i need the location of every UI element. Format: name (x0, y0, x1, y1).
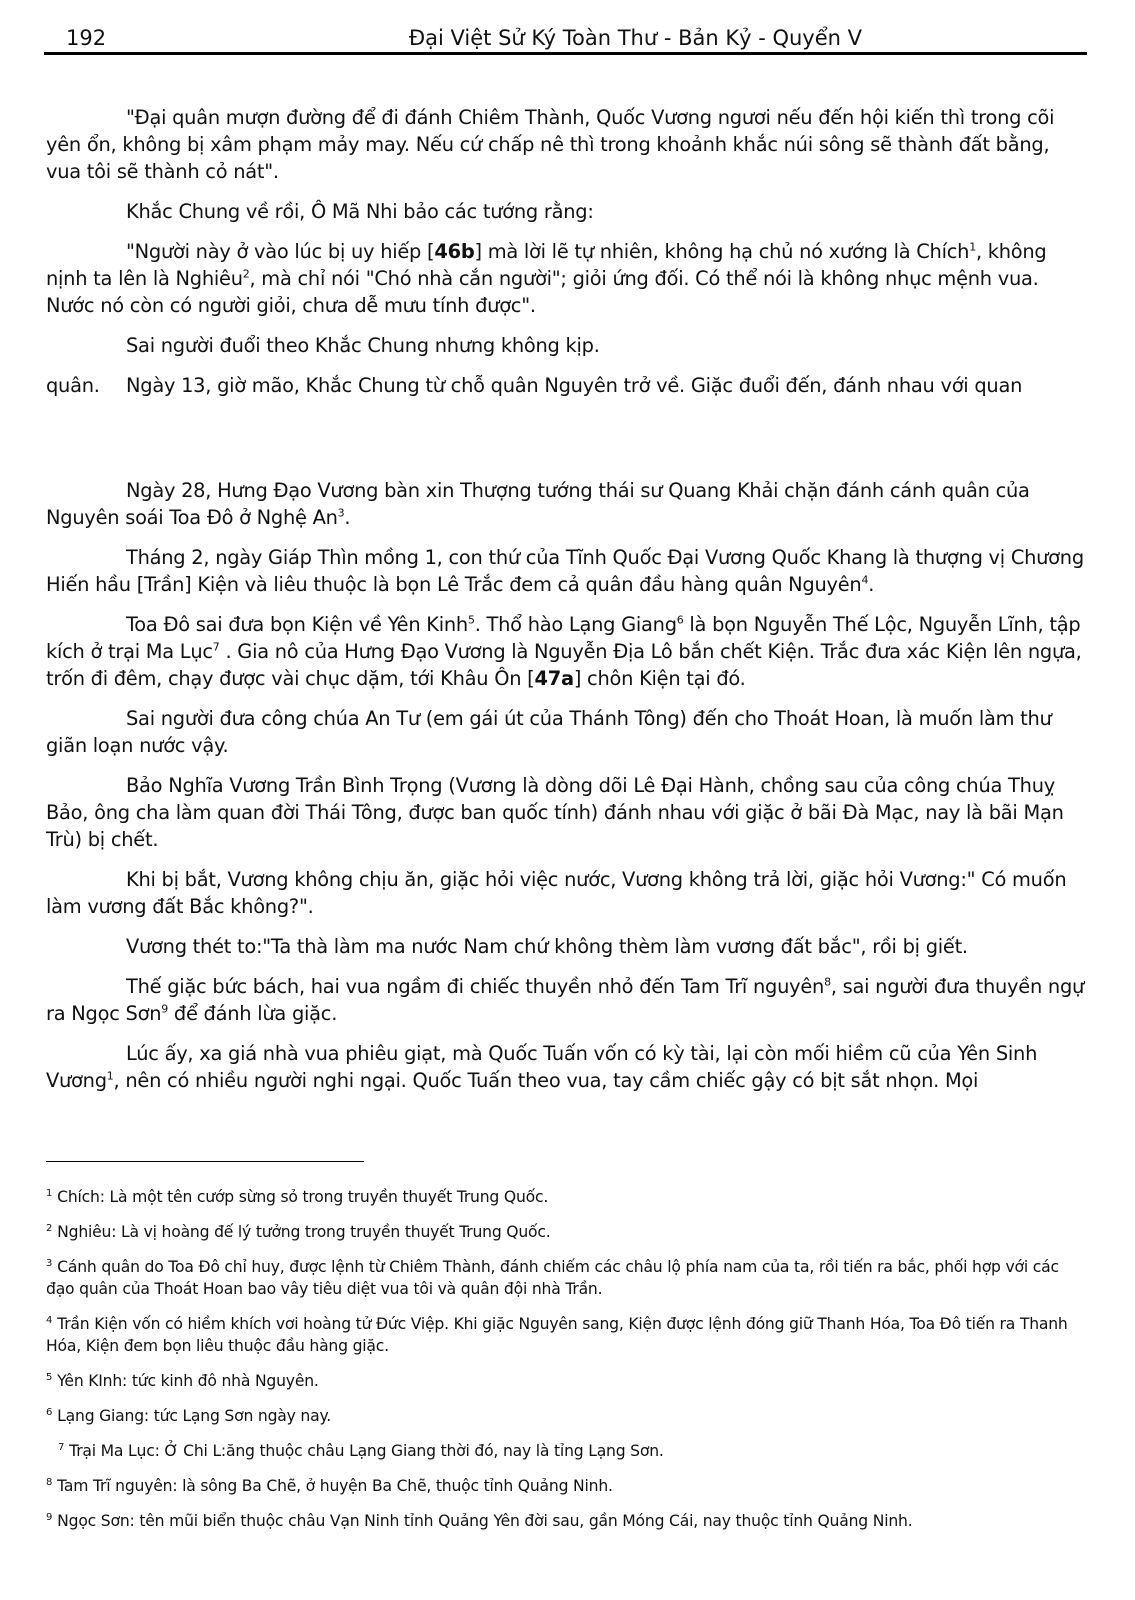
paragraph: Toa Đô sai đưa bọn Kiện về Yên Kinh$^5$. Thổ hào Lạng Giang$^6$ là bọn Nguyễn Thế Lộc, Nguyễn Lĩnh, tập kích ở trại Ma Lục$^7$ . Gia nô của Hưng Đạo Vương là Nguyễn Địa Lô bắn chết Kiện. Trắc đưa xác Kiện lên ngựa, trốn đi đêm, chạy được vài chục dặm, tới Khâu Ôn [47a] chôn Kiện tại đó. (46, 613, 1082, 690)
footnote-marker[interactable]: 3 (337, 506, 345, 520)
footnotes (46, 1186, 1086, 1545)
footnote: $^1$ Chích: Là một tên cướp sừng sỏ trong truyền thuyết Trung Quốc. (46, 1187, 549, 1206)
footnote-marker[interactable]: 2 (242, 267, 250, 281)
main-text (46, 104, 1086, 1107)
footnote: $^6$ Lạng Giang: tức Lạng Sơn ngày nay. (46, 1406, 332, 1425)
hanging-word: quân. (46, 374, 100, 397)
paragraph: quân. Ngày 13, giờ mão, Khắc Chung từ chỗ quân Nguyên trở về. Giặc đuổi đến, đánh nhau với quan (46, 374, 1023, 397)
paragraph: Khắc Chung về rồi, Ô Mã Nhi bảo các tướng rằng: (126, 200, 594, 223)
paragraph: "Người này ở vào lúc bị uy hiếp [46b] mà lời lẽ tự nhiên, không hạ chủ nó xướng là Chích$^1$, không nịnh ta lên là Nghiêu$^2$, mà chỉ nói "Chó nhà cắn người"; giỏi ứng đối. Có thể nói là không nhục mệnh vua. Nước nó còn có người giỏi, chưa dễ mưu tính được". (46, 240, 1047, 317)
footnote: $^3$ Cánh quân do Toa Đô chỉ huy, được lệnh từ Chiêm Thành, đánh chiếm các châu lộ phía nam của ta, rồi tiến ra bắc, phối hợp với các đạo quân của Thoát Hoan bao vây tiêu diệt vua tôi và quân đội nhà Trần. (46, 1257, 1059, 1298)
paragraph: Khi bị bắt, Vương không chịu ăn, giặc hỏi việc nước, Vương không trả lời, giặc hỏi Vương:" Có muốn làm vương đất Bắc không?". (46, 868, 1067, 918)
page-number: 192 (66, 26, 107, 50)
paragraph: Vương thét to:"Ta thà làm ma nước Nam chứ không thèm làm vương đất bắc", rồi bị giết. (126, 935, 968, 958)
footnote-marker[interactable]: 9 (161, 1002, 168, 1016)
running-title: Đại Việt Sử Ký Toàn Thư - Bản Kỷ - Quyển V (408, 26, 862, 50)
footnote-marker[interactable]: 1 (106, 1069, 114, 1083)
footnote-separator (46, 1161, 364, 1162)
footnote-marker[interactable]: 7 (212, 640, 220, 654)
paragraph: Bảo Nghĩa Vương Trần Bình Trọng (Vương là dòng dõi Lê Đại Hành, chồng sau của công chúa Thuỵ Bảo, ông cha làm quan đời Thái Tông, được ban quốc tính) đánh nhau với giặc ở bãi Đà Mạc, nay là bãi Mạn Trù) bị chết. (46, 774, 1064, 851)
folio-reference: 46b (434, 240, 475, 263)
paragraph: Tháng 2, ngày Giáp Thìn mồng 1, con thứ của Tĩnh Quốc Đại Vương Quốc Khang là thượng vị Chương Hiến hầu [Trần] Kiện và liêu thuộc là bọn Lê Trắc đem cả quân đầu hàng quân Nguyên$^4$. (46, 546, 1084, 596)
paragraph: Sai người đưa công chúa An Tư (em gái út của Thánh Tông) đến cho Thoát Hoan, là muốn làm thư giãn loạn nước vậy. (46, 707, 1052, 757)
footnote-marker[interactable]: 8 (824, 975, 831, 989)
footnote: $^8$ Tam Trĩ nguyên: là sông Ba Chẽ, ở huyện Ba Chẽ, thuộc tỉnh Quảng Ninh. (46, 1476, 613, 1495)
footnote: $^9$ Ngọc Sơn: tên mũi biển thuộc châu Vạn Ninh tỉnh Quảng Yên đời sau, gần Móng Cái, nay thuộc tỉnh Quảng Ninh. (46, 1511, 913, 1530)
footnote-marker[interactable]: 4 (861, 573, 869, 587)
footnote-marker[interactable]: 1 (969, 240, 976, 254)
footnote: $^5$ Yên KInh: tức kinh đô nhà Nguyên. (46, 1371, 319, 1390)
folio-reference: 47a (534, 667, 574, 690)
paragraph: Lúc ấy, xa giá nhà vua phiêu giạt, mà Quốc Tuấn vốn có kỳ tài, lại còn mối hiềm cũ của Yên Sinh Vương$^1$, nên có nhiều người nghi ngại. Quốc Tuấn theo vua, tay cầm chiếc gậy có bịt sắt nhọn. Mọi (46, 1042, 1038, 1092)
footnote: $^7$ Trại Ma Lục: Ở Chi L:ăng thuộc châu Lạng Giang thời đó, nay là tỉng Lạng Sơn. (58, 1441, 664, 1460)
footnote: $^4$ Trần Kiện vốn có hiềm khích vơi hoàng tử Đức Việp. Khi giặc Nguyên sang, Kiện được lệnh đóng giữ Thanh Hóa, Toa Đô tiến ra Thanh Hóa, Kiện đem bọn liêu thuộc đầu hàng giặc. (46, 1314, 1068, 1355)
footnote-marker[interactable]: 6 (676, 613, 684, 627)
footnote: $^2$ Nghiêu: Là vị hoàng đế lý tưởng trong truyền thuyết Trung Quốc. (46, 1222, 551, 1241)
page-header (44, 22, 1087, 55)
paragraph: Thế giặc bức bách, hai vua ngầm đi chiếc thuyền nhỏ đến Tam Trĩ nguyên$^8$, sai người đưa thuyền ngự ra Ngọc Sơn$^9$ để đánh lừa giặc. (46, 975, 1085, 1025)
footnote-marker[interactable]: 5 (467, 613, 475, 627)
paragraph: "Đại quân mượn đường để đi đánh Chiêm Thành, Quốc Vương ngươi nếu đến hội kiến thì trong cõi yên ổn, không bị xâm phạm mảy may. Nếu cứ chấp nê thì trong khoảnh khắc núi sông sẽ thành đất bằng, vua tôi sẽ thành cỏ nát". (46, 106, 1055, 183)
paragraph: Ngày 28, Hưng Đạo Vương bàn xin Thượng tướng thái sư Quang Khải chặn đánh cánh quân của Nguyên soái Toa Đô ở Nghệ An$^3$. (46, 479, 1030, 529)
paragraph: Sai người đuổi theo Khắc Chung nhưng không kịp. (126, 334, 600, 357)
